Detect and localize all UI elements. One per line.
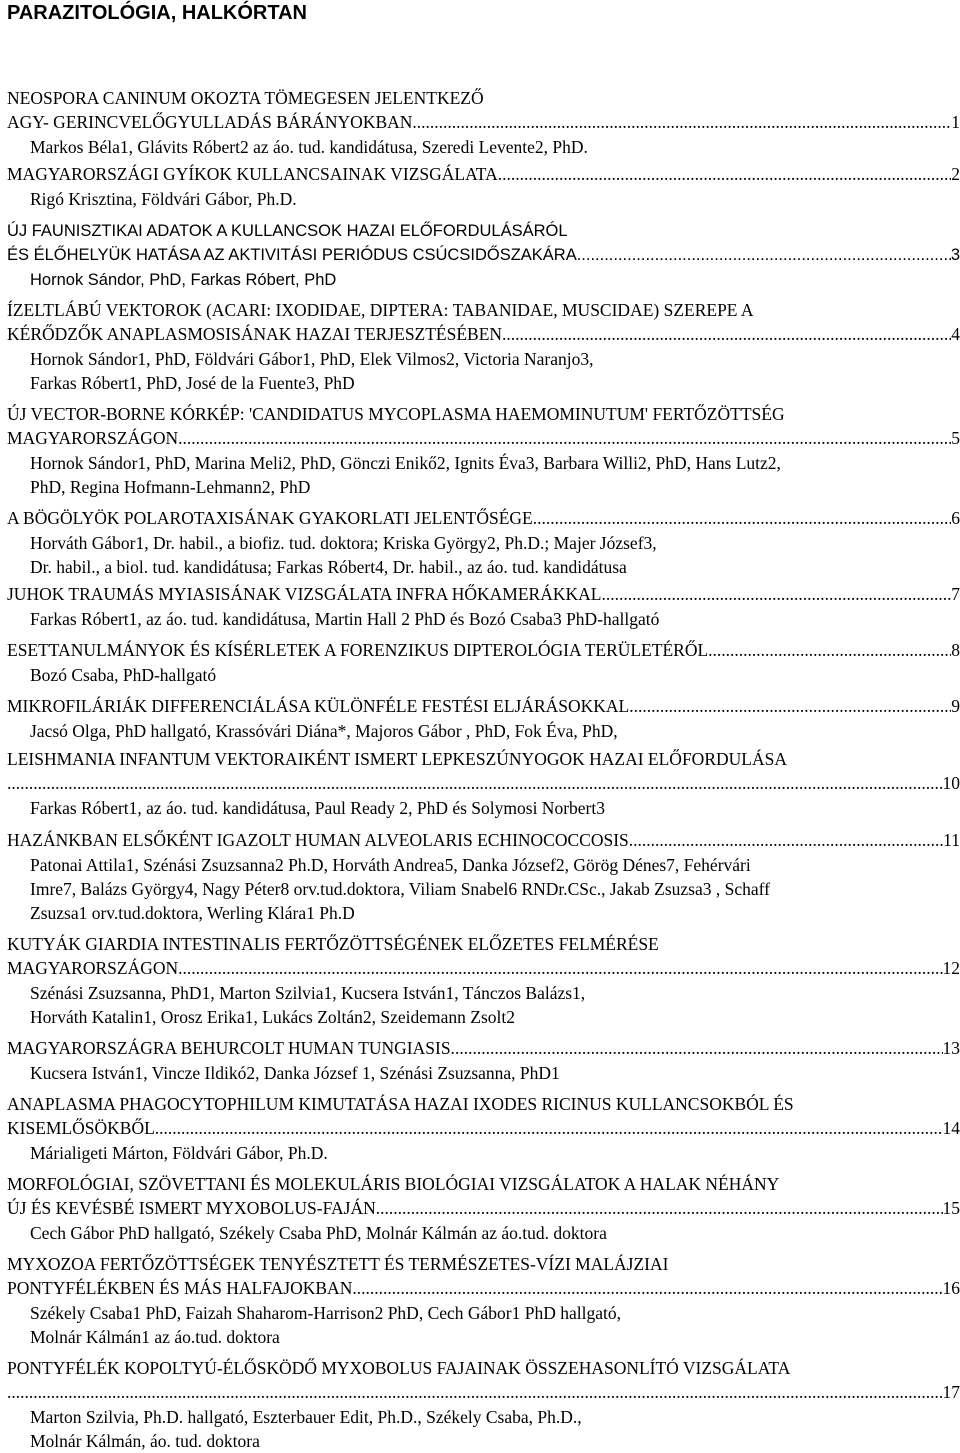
entry-authors-line: Hornok Sándor, PhD, Farkas Róbert, PhD bbox=[30, 268, 960, 292]
entry-authors-line: Dr. habil., a biol. tud. kandidátusa; Farkas Róbert4, Dr. habil., az áo. tud. kandidátusa bbox=[30, 555, 960, 579]
entry-title-line bbox=[7, 582, 960, 606]
entry-title-line bbox=[7, 426, 960, 450]
entry-title-line: ANAPLASMA PHAGOCYTOPHILUM KIMUTATÁSA HAZAI IXODES RICINUS KULLANCSOKBÓL ÉS bbox=[7, 1092, 960, 1116]
entry-authors-line: Markos Béla1, Glávits Róbert2 az áo. tud. kandidátusa, Szeredi Levente2, PhD. bbox=[30, 135, 960, 159]
entry-title-text: JUHOK TRAUMÁS MYIASISÁNAK VIZSGÁLATA INFRA HŐKAMERÁKKAL. bbox=[7, 582, 606, 606]
entry-authors-line: Bozó Csaba, PhD-hallgató bbox=[30, 663, 960, 687]
page-number: 9 bbox=[951, 694, 960, 718]
entry-authors-line: Rigó Krisztina, Földvári Gábor, Ph.D. bbox=[30, 187, 960, 211]
entry-title-text: ESETTANULMÁNYOK ÉS KÍSÉRLETEK A FORENZIKUS DIPTEROLÓGIA TERÜLETÉRŐL. bbox=[7, 638, 713, 662]
entry-title-line bbox=[7, 1036, 960, 1060]
leader-dots bbox=[506, 322, 951, 346]
entry-authors-line: Cech Gábor PhD hallgató, Székely Csaba PhD, Molnár Kálmán az áo.tud. doktora bbox=[30, 1221, 960, 1245]
entry-authors-line: Székely Csaba1 PhD, Faizah Shaharom-Harrison2 PhD, Cech Gábor1 PhD hallgató, bbox=[30, 1301, 960, 1325]
entry-authors-line: Marton Szilvia, Ph.D. hallgató, Eszterbauer Edit, Ph.D., Székely Csaba, Ph.D., bbox=[30, 1405, 960, 1429]
page-number: 14 bbox=[943, 1116, 960, 1140]
entry-title-text: ÉS ÉLŐHELYÜK HATÁSA AZ AKTIVITÁSI PERIÓDUS CSÚCSIDŐSZAKÁRA. bbox=[7, 243, 581, 267]
entry-title-line bbox=[7, 110, 960, 134]
entry-authors-line: Márialigeti Márton, Földvári Gábor, Ph.D. bbox=[30, 1141, 960, 1165]
entry-authors-line: Hornok Sándor1, PhD, Földvári Gábor1, PhD, Elek Vilmos2, Victoria Naranjo3, bbox=[30, 347, 960, 371]
entry-title-line: LEISHMANIA INFANTUM VEKTORAIKÉNT ISMERT LEPKESZÚNYOGOK HAZAI ELŐFORDULÁSA bbox=[7, 747, 960, 771]
entry-title-text: MAGYARORSZÁGON. bbox=[7, 956, 183, 980]
leader-dots bbox=[713, 638, 952, 662]
leader-dots bbox=[606, 582, 951, 606]
entry-title-line bbox=[7, 956, 960, 980]
leader-dots bbox=[7, 771, 943, 795]
leader-dots bbox=[581, 243, 951, 267]
entry-authors-line: Kucsera István1, Vincze Ildikó2, Danka József 1, Szénási Zsuzsanna, PhD1 bbox=[30, 1061, 960, 1085]
page-number: 3 bbox=[951, 243, 960, 267]
entry-authors-line: Farkas Róbert1, az áo. tud. kandidátusa, Martin Hall 2 PhD és Bozó Csaba3 PhD-hallgató bbox=[30, 607, 960, 631]
entry-title-line: PONTYFÉLÉK KOPOLTYÚ-ÉLŐSKÖDŐ MYXOBOLUS FAJAINAK ÖSSZEHASONLÍTÓ VIZSGÁLATA bbox=[7, 1356, 960, 1380]
entry-title-line bbox=[7, 828, 960, 852]
entry-title-line bbox=[7, 771, 960, 795]
entry-title-line bbox=[7, 638, 960, 662]
entry-title-text: MAGYARORSZÁGON. bbox=[7, 426, 183, 450]
entry-authors-line: Horváth Gábor1, Dr. habil., a biofiz. tud. doktora; Kriska György2, Ph.D.; Majer József3, bbox=[30, 531, 960, 555]
leader-dots bbox=[159, 1116, 942, 1140]
entry-title-line bbox=[7, 162, 960, 186]
entry-authors-line: Hornok Sándor1, PhD, Marina Meli2, PhD, Gönczi Enikő2, Ignits Éva3, Barbara Willi2, PhD, Hans Lutz2, bbox=[30, 451, 960, 475]
entry-title-text: AGY- GERINCVELŐGYULLADÁS BÁRÁNYOKBAN. bbox=[7, 110, 417, 134]
page-number: 7 bbox=[951, 582, 960, 606]
entry-authors-line: Imre7, Balázs György4, Nagy Péter8 orv.tud.doktora, Viliam Snabel6 RNDr.CSc., Jakab Zsuzsa3 , Schaff bbox=[30, 877, 960, 901]
entry-authors-line: Jacsó Olga, PhD hallgató, Krassóvári Diána*, Majoros Gábor , PhD, Fok Éva, PhD, bbox=[30, 719, 960, 743]
entry-title-text: MAGYARORSZÁGRA BEHURCOLT HUMAN TUNGIASIS. bbox=[7, 1036, 455, 1060]
entry-title-line bbox=[7, 1380, 960, 1404]
page-number: 17 bbox=[943, 1380, 960, 1404]
entry-title-line bbox=[7, 1276, 960, 1300]
leader-dots bbox=[380, 1196, 942, 1220]
page-number: 13 bbox=[943, 1036, 960, 1060]
entry-authors-line: PhD, Regina Hofmann-Lehmann2, PhD bbox=[30, 475, 960, 499]
entry-title-text: HAZÁNKBAN ELSŐKÉNT IGAZOLT HUMAN ALVEOLARIS ECHINOCOCCOSIS. bbox=[7, 828, 633, 852]
entry-title-text: PONTYFÉLÉKBEN ÉS MÁS HALFAJOKBAN. bbox=[7, 1276, 357, 1300]
page-number: 15 bbox=[943, 1196, 960, 1220]
entry-title-text: A BÖGÖLYÖK POLAROTAXISÁNAK GYAKORLATI JELENTŐSÉGE. bbox=[7, 506, 537, 530]
entry-title-line bbox=[7, 243, 960, 267]
page-number: 4 bbox=[951, 322, 960, 346]
entry-title-text: KISEMLŐSÖKBŐL. bbox=[7, 1116, 159, 1140]
leader-dots bbox=[633, 828, 943, 852]
leader-dots bbox=[183, 956, 943, 980]
leader-dots bbox=[634, 694, 952, 718]
entry-title-line: KUTYÁK GIARDIA INTESTINALIS FERTŐZÖTTSÉGÉNEK ELŐZETES FELMÉRÉSE bbox=[7, 932, 960, 956]
leader-dots bbox=[7, 1380, 943, 1404]
leader-dots bbox=[455, 1036, 943, 1060]
leader-dots bbox=[357, 1276, 943, 1300]
entry-authors-line: Molnár Kálmán1 az áo.tud. doktora bbox=[30, 1325, 960, 1349]
entry-authors-line: Farkas Róbert1, az áo. tud. kandidátusa, Paul Ready 2, PhD és Solymosi Norbert3 bbox=[30, 796, 960, 820]
entry-authors-line: Molnár Kálmán, áo. tud. doktora bbox=[30, 1429, 960, 1453]
entry-authors-line: Farkas Róbert1, PhD, José de la Fuente3, PhD bbox=[30, 371, 960, 395]
leader-dots bbox=[537, 506, 951, 530]
leader-dots bbox=[502, 162, 951, 186]
section-heading: PARAZITOLÓGIA, HALKÓRTAN bbox=[7, 0, 307, 26]
leader-dots bbox=[183, 426, 952, 450]
entry-title-line: ÚJ FAUNISZTIKAI ADATOK A KULLANCSOK HAZAI ELŐFORDULÁSÁRÓL bbox=[7, 219, 960, 243]
entry-title-text: KÉRŐDZŐK ANAPLASMOSISÁNAK HAZAI TERJESZTÉSÉBEN. bbox=[7, 322, 506, 346]
entry-title-line bbox=[7, 322, 960, 346]
entry-title-text: ÚJ ÉS KEVÉSBÉ ISMERT MYXOBOLUS-FAJÁN. bbox=[7, 1196, 380, 1220]
page-number: 12 bbox=[943, 956, 960, 980]
entry-title-line bbox=[7, 506, 960, 530]
entry-title-line: MYXOZOA FERTŐZÖTTSÉGEK TENYÉSZTETT ÉS TERMÉSZETES-VÍZI MALÁJZIAI bbox=[7, 1252, 960, 1276]
entry-title-line bbox=[7, 1116, 960, 1140]
page-number: 5 bbox=[951, 426, 960, 450]
page-number: 16 bbox=[943, 1276, 960, 1300]
page-number: 2 bbox=[951, 162, 960, 186]
entry-title-line: MORFOLÓGIAI, SZÖVETTANI ÉS MOLEKULÁRIS BIOLÓGIAI VIZSGÁLATOK A HALAK NÉHÁNY bbox=[7, 1172, 960, 1196]
page-number: 1 bbox=[951, 110, 960, 134]
entry-title-text: MAGYARORSZÁGI GYÍKOK KULLANCSAINAK VIZSGÁLATA. bbox=[7, 162, 502, 186]
entry-title-line bbox=[7, 1196, 960, 1220]
entry-authors-line: Horváth Katalin1, Orosz Erika1, Lukács Zoltán2, Szeidemann Zsolt2 bbox=[30, 1005, 960, 1029]
page-number: 8 bbox=[951, 638, 960, 662]
page-number: 11 bbox=[943, 828, 960, 852]
entry-authors-line: Patonai Attila1, Szénási Zsuzsanna2 Ph.D, Horváth Andrea5, Danka József2, Görög Dénes7, Fehérvári bbox=[30, 853, 960, 877]
entry-authors-line: Szénási Zsuzsanna, PhD1, Marton Szilvia1, Kucsera István1, Tánczos Balázs1, bbox=[30, 981, 960, 1005]
entry-authors-line: Zsuzsa1 orv.tud.doktora, Werling Klára1 Ph.D bbox=[30, 901, 960, 925]
entry-title-line: ÍZELTLÁBÚ VEKTOROK (ACARI: IXODIDAE, DIPTERA: TABANIDAE, MUSCIDAE) SZEREPE A bbox=[7, 298, 960, 322]
entry-title-line: NEOSPORA CANINUM OKOZTA TÖMEGESEN JELENTKEZŐ bbox=[7, 86, 960, 110]
entry-title-text: MIKROFILÁRIÁK DIFFERENCIÁLÁSA KÜLÖNFÉLE FESTÉSI ELJÁRÁSOKKAL. bbox=[7, 694, 634, 718]
page-number: 10 bbox=[943, 771, 960, 795]
page-number: 6 bbox=[951, 506, 960, 530]
entry-title-line: ÚJ VECTOR-BORNE KÓRKÉP: 'CANDIDATUS MYCOPLASMA HAEMOMINUTUM' FERTŐZÖTTSÉG bbox=[7, 402, 960, 426]
entry-title-line bbox=[7, 694, 960, 718]
leader-dots bbox=[417, 110, 951, 134]
